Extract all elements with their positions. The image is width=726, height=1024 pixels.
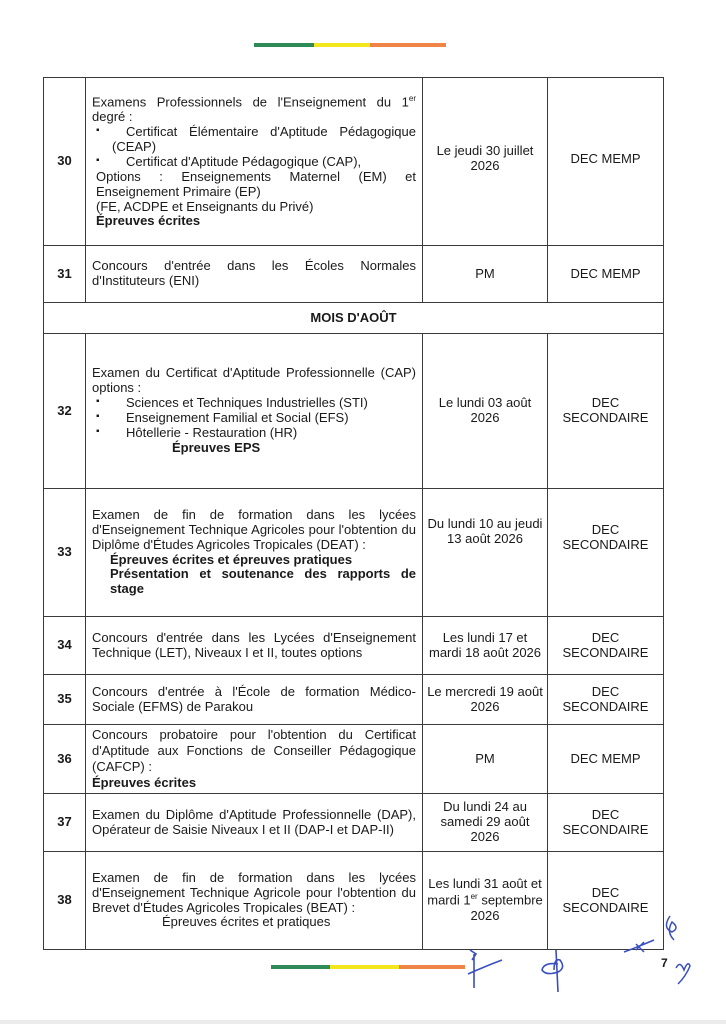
list-item-text: Certificat d'Aptitude Pédagogique (CAP), <box>126 153 362 169</box>
flag-stripe-bottom <box>271 965 465 969</box>
heading-sup: er <box>408 93 416 103</box>
stripe-yellow <box>314 43 370 47</box>
row-date: Du lundi 24 au samedi 29 août 2026 <box>423 794 548 852</box>
row-responsible: DEC MEMP <box>548 246 664 303</box>
row-responsible: DEC SECONDAIRE <box>548 489 664 617</box>
row-date: Le mercredi 19 août 2026 <box>423 675 548 725</box>
signature-initials-3 <box>622 914 694 986</box>
row-number: 33 <box>44 489 86 617</box>
row-description: Examen du Diplôme d'Aptitude Professionnelle (DAP), Opérateur de Saisie Niveaux I et II (DAP-I et DAP-II) <box>86 794 423 852</box>
row-date: Le jeudi 30 juillet 2026 <box>423 78 548 246</box>
row-number: 30 <box>44 78 86 246</box>
month-header: MOIS D'AOÛT <box>44 303 664 334</box>
stripe-red <box>370 43 446 47</box>
note-text: (FE, ACDPE et Enseignants du Privé) <box>96 198 314 214</box>
row-number: 36 <box>44 725 86 794</box>
exam-calendar-table <box>43 77 664 950</box>
exam-type: Épreuves écrites <box>96 213 201 229</box>
exam-type: Épreuves écrites et épreuves pratiques <box>110 551 353 567</box>
row-responsible: DEC MEMP <box>548 78 664 246</box>
list-item-text: Sciences et Techniques Industrielles (STI) <box>126 395 368 411</box>
table-row <box>44 334 664 489</box>
row-responsible: DEC SECONDAIRE <box>548 334 664 489</box>
row-responsible: DEC SECONDAIRE <box>548 794 664 852</box>
date-text-end: septembre 2026 <box>470 892 543 923</box>
list-item <box>92 426 416 441</box>
stripe-red <box>399 965 465 969</box>
list-item <box>92 125 416 155</box>
exam-type: Présentation et soutenance des rapports de stage <box>110 566 416 597</box>
exam-type: Épreuves EPS <box>172 439 261 455</box>
row-description: Concours d'entrée dans les Écoles Normales d'Instituteurs (ENI) <box>86 246 423 303</box>
description-text: Examen de fin de formation dans les lycées d'Enseignement Technique Agricole pour l'obtention du Brevet d'Études Agricoles Tropicales (BEAT) : <box>92 869 416 915</box>
exam-type: Épreuves écrites <box>92 775 197 790</box>
table-row <box>44 794 664 852</box>
page-number: 7 <box>661 956 668 970</box>
description-text: Examen de fin de formation dans les lycées d'Enseignement Technique Agricoles pour l'obtention du Diplôme d'Études Agricoles Tropicales (DEAT) : <box>92 506 416 552</box>
row-responsible: DEC SECONDAIRE <box>548 852 664 950</box>
row-description <box>86 78 423 246</box>
stripe-yellow <box>330 965 399 969</box>
row-date: PM <box>423 725 548 794</box>
stripe-green <box>271 965 330 969</box>
row-number: 37 <box>44 794 86 852</box>
list-item-text: Enseignement Familial et Social (EFS) <box>126 410 349 425</box>
signature-initials-1 <box>466 948 506 992</box>
signature-initials-2 <box>538 948 568 994</box>
row-responsible: DEC SECONDAIRE <box>548 617 664 675</box>
row-number: 34 <box>44 617 86 675</box>
table-row <box>44 489 664 617</box>
row-description <box>86 852 423 950</box>
row-date: Le lundi 03 août 2026 <box>423 334 548 489</box>
row-description: Concours d'entrée dans les Lycées d'Enseignement Technique (LET), Niveaux I et II, toutes options <box>86 617 423 675</box>
row-responsible: DEC SECONDAIRE <box>548 675 664 725</box>
row-number: 35 <box>44 675 86 725</box>
exam-type: Épreuves écrites et pratiques <box>162 914 331 930</box>
row-responsible: DEC MEMP <box>548 725 664 794</box>
row-number: 32 <box>44 334 86 489</box>
table-row <box>44 78 664 246</box>
row-description <box>86 725 423 794</box>
description-heading <box>92 94 416 125</box>
table-row <box>44 725 664 794</box>
flag-stripe-top <box>254 43 446 47</box>
description-text: Concours probatoire pour l'obtention du Certificat d'Aptitude aux Fonctions de Conseiller Pédagogique (CAFCP) : <box>92 727 416 774</box>
month-header-row <box>44 303 664 334</box>
table-row <box>44 617 664 675</box>
options-text: Options : Enseignements Maternel (EM) et Enseignement Primaire (EP) <box>96 168 416 199</box>
row-description <box>86 489 423 617</box>
row-date <box>423 852 548 950</box>
table-row <box>44 675 664 725</box>
date-sup: er <box>470 892 478 902</box>
row-date: Du lundi 10 au jeudi 13 août 2026 <box>423 489 548 617</box>
row-number: 31 <box>44 246 86 303</box>
table-row <box>44 852 664 950</box>
row-number: 38 <box>44 852 86 950</box>
row-date: PM <box>423 246 548 303</box>
list-item-text: Certificat Élémentaire d'Aptitude Pédagogique (CEAP) <box>112 123 416 154</box>
stripe-green <box>254 43 314 47</box>
table-row <box>44 246 664 303</box>
row-description <box>86 334 423 489</box>
row-description: Concours d'entrée à l'École de formation Médico-Sociale (EFMS) de Parakou <box>86 675 423 725</box>
page-edge <box>0 1020 726 1024</box>
list-item <box>92 411 416 426</box>
list-item <box>92 396 416 411</box>
heading-text: Examens Professionnels de l'Enseignement du 1 <box>92 93 409 109</box>
description-text: Examen du Certificat d'Aptitude Professionnelle (CAP) options : <box>92 365 416 396</box>
date-text: Les lundi 31 août et mardi 1 <box>427 876 542 908</box>
heading-end: degré : <box>92 108 133 124</box>
row-date: Les lundi 17 et mardi 18 août 2026 <box>423 617 548 675</box>
list-item-text: Hôtellerie - Restauration (HR) <box>126 424 298 440</box>
list-item <box>92 155 416 170</box>
